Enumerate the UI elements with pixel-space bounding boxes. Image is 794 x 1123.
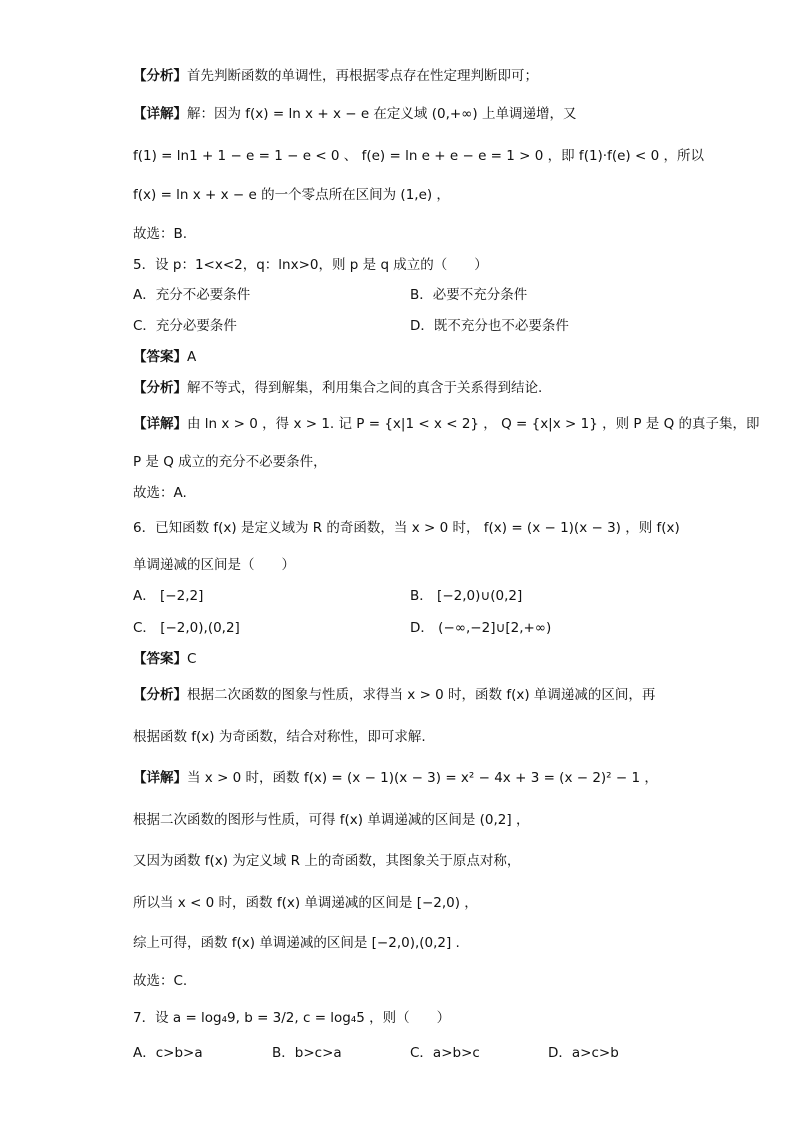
question-6-line1: 6．已知函数 f(x) 是定义域为 R 的奇函数，当 x > 0 时， f(x) = (x − 1)(x − 3) ，则 f(x) bbox=[133, 520, 680, 536]
detail-q6-line5: 综上可得，函数 f(x) 单调递减的区间是 [−2,0),(0,2] . bbox=[133, 935, 460, 951]
question-6-line2: 单调递减的区间是（ ） bbox=[133, 557, 295, 573]
q6-options-row2 bbox=[133, 618, 694, 638]
section-tag: 【分析】 bbox=[133, 687, 187, 703]
q7-option-c: C．a>b>c bbox=[410, 1045, 480, 1061]
q5-option-b: B．必要不充分条件 bbox=[410, 287, 528, 303]
q6-option-c: C． [−2,0),(0,2] bbox=[133, 620, 240, 636]
q5-option-c: C．充分必要条件 bbox=[133, 318, 237, 334]
q7-options-row bbox=[133, 1043, 694, 1063]
selection-q5: 故选：A. bbox=[133, 485, 187, 501]
section-tag: 【详解】 bbox=[133, 106, 187, 122]
section-tag: 【答案】 bbox=[133, 651, 187, 667]
analysis-q5: 【分析】解不等式，得到解集，利用集合之间的真含于关系得到结论. bbox=[133, 380, 543, 396]
selection-q6: 故选：C. bbox=[133, 973, 188, 989]
detail-q6-line3: 又因为函数 f(x) 为定义域 R 上的奇函数，其图象关于原点对称， bbox=[133, 853, 521, 869]
q5-options-row2 bbox=[133, 316, 694, 336]
detail-q4-line1: 【详解】解：因为 f(x) = ln x + x − e 在定义域 (0,+∞) 上单调递增，又 bbox=[133, 106, 577, 122]
question-7: 7．设 a = log₄9, b = 3/2, c = log₄5 ，则（ ） bbox=[133, 1010, 451, 1026]
q6-option-a: A． [−2,2] bbox=[133, 588, 204, 604]
detail-q6-line2: 根据二次函数的图形与性质，可得 f(x) 单调递减的区间是 (0,2] ， bbox=[133, 812, 530, 828]
section-tag: 【分析】 bbox=[133, 380, 187, 396]
q5-options-row1 bbox=[133, 285, 694, 305]
q7-option-d: D．a>c>b bbox=[548, 1045, 619, 1061]
q5-option-d: D．既不充分也不必要条件 bbox=[410, 318, 569, 334]
question-5: 5．设 p：1<x<2，q：lnx>0，则 p 是 q 成立的（ ） bbox=[133, 257, 488, 273]
detail-q4-line2: f(1) = ln1 + 1 − e = 1 − e < 0 、 f(e) = ln e + e − e = 1 > 0 ，即 f(1)·f(e) < 0 ，所以 bbox=[133, 148, 704, 164]
section-tag: 【详解】 bbox=[133, 770, 187, 786]
q7-option-a: A．c>b>a bbox=[133, 1045, 203, 1061]
analysis-q6-line2: 根据函数 f(x) 为奇函数，结合对称性，即可求解. bbox=[133, 729, 426, 745]
detail-q6-line4: 所以当 x < 0 时，函数 f(x) 单调递减的区间是 [−2,0) ， bbox=[133, 895, 478, 911]
section-tag: 【答案】 bbox=[133, 349, 187, 365]
q7-option-b: B．b>c>a bbox=[272, 1045, 342, 1061]
selection-q4: 故选：B. bbox=[133, 226, 188, 242]
detail-q5-line2: P 是 Q 成立的充分不必要条件， bbox=[133, 454, 327, 470]
q5-option-a: A．充分不必要条件 bbox=[133, 287, 251, 303]
q6-option-d: D． (−∞,−2]∪[2,+∞) bbox=[410, 620, 552, 636]
detail-q6-line1: 【详解】当 x > 0 时，函数 f(x) = (x − 1)(x − 3) = x² − 4x + 3 = (x − 2)² − 1 ， bbox=[133, 770, 658, 786]
section-tag: 【分析】 bbox=[133, 68, 187, 84]
q6-option-b: B． [−2,0)∪(0,2] bbox=[410, 588, 523, 604]
answer-q6: 【答案】C bbox=[133, 651, 197, 667]
analysis-q4: 【分析】首先判断函数的单调性，再根据零点存在性定理判断即可； bbox=[133, 68, 538, 84]
section-tag: 【详解】 bbox=[133, 416, 187, 432]
answer-q5: 【答案】A bbox=[133, 349, 197, 365]
detail-q5-line1: 【详解】由 ln x > 0 ，得 x > 1. 记 P = {x|1 < x < 2} ， Q = {x|x > 1} ，则 P 是 Q 的真子集，即 bbox=[133, 416, 760, 432]
q6-options-row1 bbox=[133, 586, 694, 606]
detail-q4-line3: f(x) = ln x + x − e 的一个零点所在区间为 (1,e) ， bbox=[133, 187, 450, 203]
analysis-q6-line1: 【分析】根据二次函数的图象与性质，求得当 x > 0 时，函数 f(x) 单调递减的区间，再 bbox=[133, 687, 656, 703]
